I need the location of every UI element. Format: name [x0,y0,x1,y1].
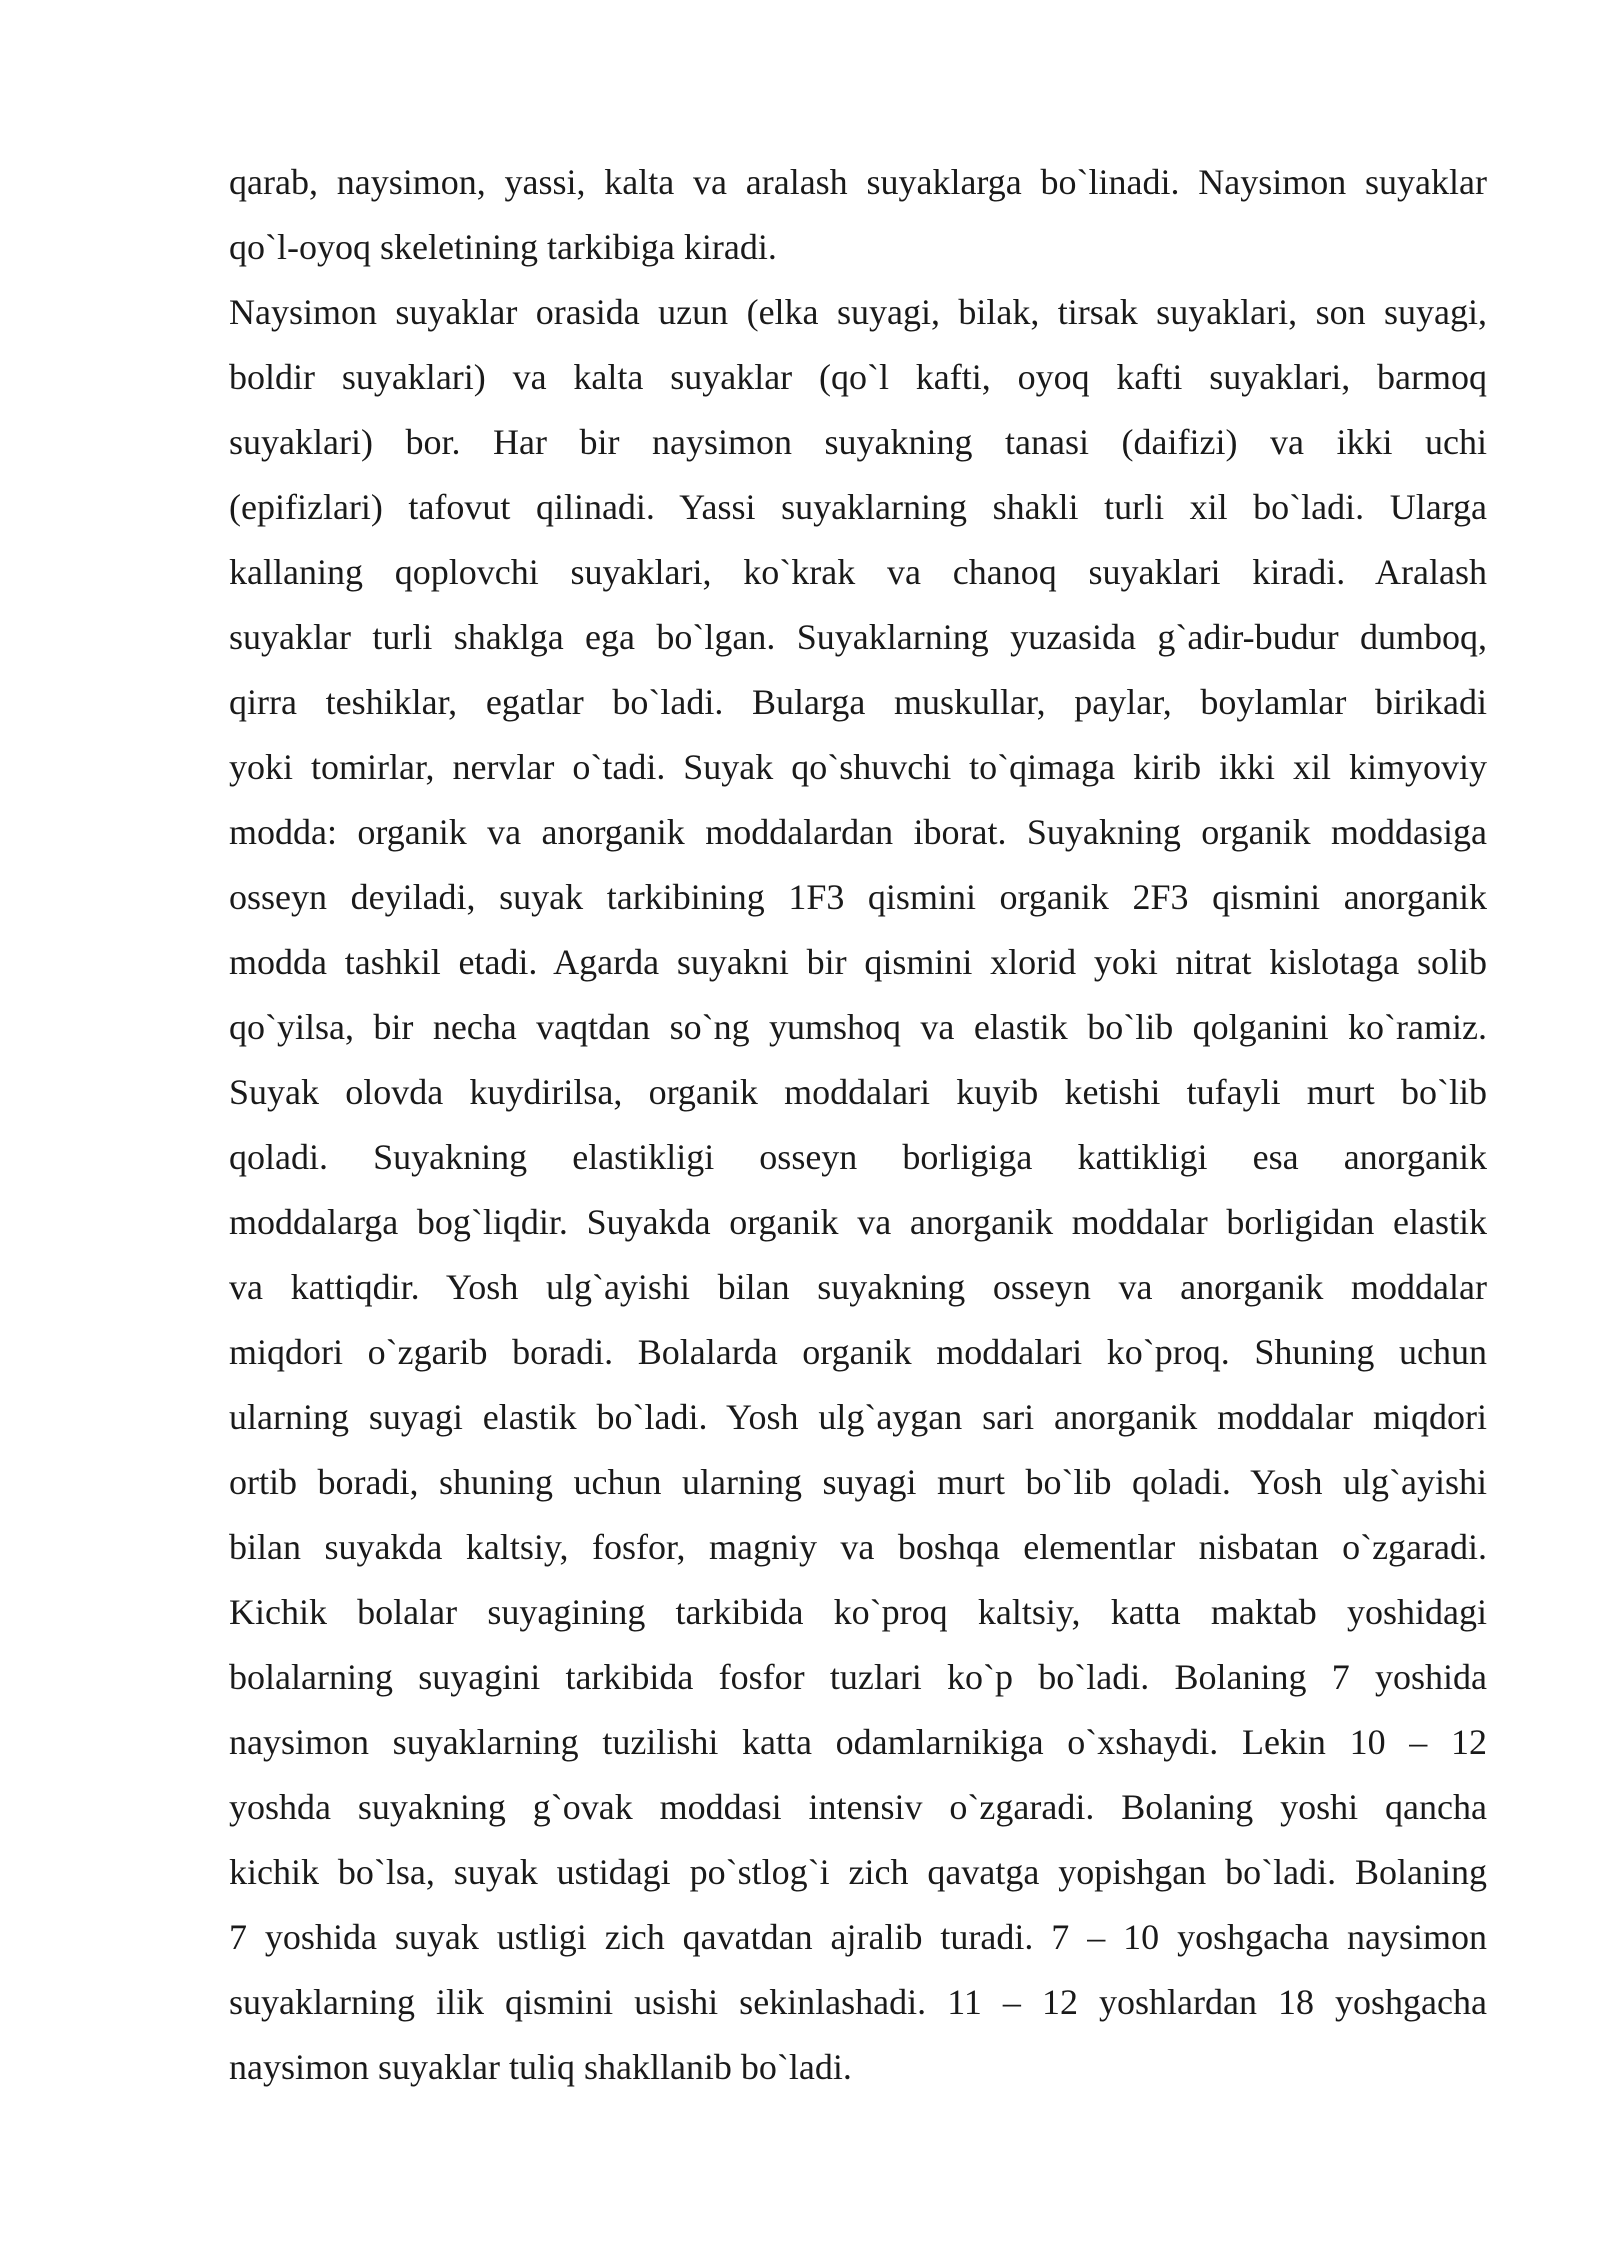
text-line: yoki tomirlar, nervlar o`tadi. Suyak qo`shuvchi to`qimaga kirib ikki xil kimyoviy [229,747,1487,787]
text-line: yoshda suyakning g`ovak moddasi intensiv o`zgaradi. Bolaning yoshi qancha [229,1787,1487,1827]
text-line: naysimon suyaklarning tuzilishi katta odamlarnikiga o`xshaydi. Lekin 10 – 12 [229,1722,1487,1762]
text-line: qarab, naysimon, yassi, kalta va aralash suyaklarga bo`linadi. Naysimon suyaklar [229,162,1487,202]
text-line: Kichik bolalar suyagining tarkibida ko`proq kaltsiy, katta maktab yoshidagi [229,1592,1487,1632]
text-line: suyaklari) bor. Har bir naysimon suyakning tanasi (daifizi) va ikki uchi [229,422,1487,462]
text-line: bolalarning suyagini tarkibida fosfor tuzlari ko`p bo`ladi. Bolaning 7 yoshida [229,1657,1487,1697]
text-line: qo`l-oyoq skeletining tarkibiga kiradi. [229,227,777,267]
text-line: Suyak olovda kuydirilsa, organik moddalari kuyib ketishi tufayli murt bo`lib [229,1072,1487,1112]
body-text [229,150,1487,2100]
text-line: Naysimon suyaklar orasida uzun (elka suyagi, bilak, tirsak suyaklari, son suyagi, [229,292,1487,332]
text-line: modda tashkil etadi. Agarda suyakni bir qismini xlorid yoki nitrat kislotaga solib [229,942,1487,982]
text-line: bilan suyakda kaltsiy, fosfor, magniy va boshqa elementlar nisbatan o`zgaradi. [229,1527,1487,1567]
text-line: qirra teshiklar, egatlar bo`ladi. Bularga muskullar, paylar, boylamlar birikadi [229,682,1487,722]
text-line: moddalarga bog`liqdir. Suyakda organik va anorganik moddalar borligidan elastik [229,1202,1487,1242]
text-line: kallaning qoplovchi suyaklari, ko`krak va chanoq suyaklari kiradi. Aralash [229,552,1487,592]
text-line: naysimon suyaklar tuliq shakllanib bo`ladi. [229,2047,852,2087]
text-line: boldir suyaklari) va kalta suyaklar (qo`l kafti, oyoq kafti suyaklari, barmoq [229,357,1487,397]
text-line: (epifizlari) tafovut qilinadi. Yassi suyaklarning shakli turli xil bo`ladi. Ularga [229,487,1487,527]
text-line: kichik bo`lsa, suyak ustidagi po`stlog`i zich qavatga yopishgan bo`ladi. Bolaning [229,1852,1487,1892]
text-line: va kattiqdir. Yosh ulg`ayishi bilan suyakning osseyn va anorganik moddalar [229,1267,1487,1307]
text-line: suyaklarning ilik qismini usishi sekinlashadi. 11 – 12 yoshlardan 18 yoshgacha [229,1982,1487,2022]
text-line: ularning suyagi elastik bo`ladi. Yosh ulg`aygan sari anorganik moddalar miqdori [229,1397,1487,1437]
text-line: miqdori o`zgarib boradi. Bolalarda organik moddalari ko`proq. Shuning uchun [229,1332,1487,1372]
text-line: suyaklar turli shaklga ega bo`lgan. Suyaklarning yuzasida g`adir-budur dumboq, [229,617,1487,657]
text-line: 7 yoshida suyak ustligi zich qavatdan ajralib turadi. 7 – 10 yoshgacha naysimon [229,1917,1487,1957]
text-line: qoladi. Suyakning elastikligi osseyn borligiga kattikligi esa anorganik [229,1137,1487,1177]
text-line: ortib boradi, shuning uchun ularning suyagi murt bo`lib qoladi. Yosh ulg`ayishi [229,1462,1487,1502]
text-line: qo`yilsa, bir necha vaqtdan so`ng yumshoq va elastik bo`lib qolganini ko`ramiz. [229,1007,1487,1047]
text-line: osseyn deyiladi, suyak tarkibining 1F3 qismini organik 2F3 qismini anorganik [229,877,1487,917]
text-line: modda: organik va anorganik moddalardan iborat. Suyakning organik moddasiga [229,812,1487,852]
